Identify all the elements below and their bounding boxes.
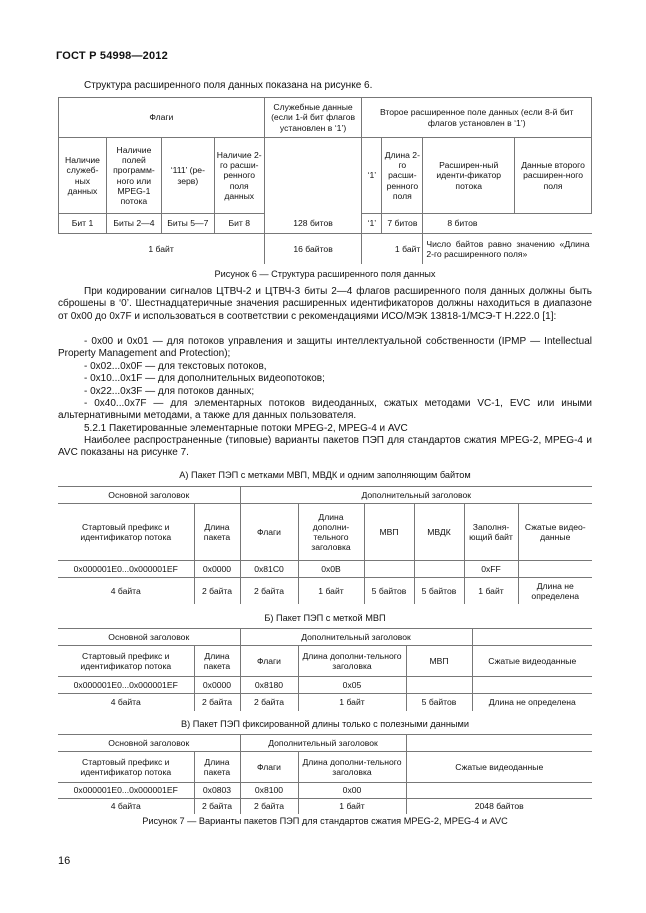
column-header: Длина пакета (194, 752, 240, 783)
size-cell: 4 байта (58, 578, 194, 604)
size-cell: Длина не определена (488, 697, 576, 708)
value-cell: 0x8180 (240, 677, 298, 694)
column-header: Длина пакета (194, 646, 240, 677)
value-cell (406, 677, 472, 694)
value-cell: 0x0803 (194, 783, 240, 799)
empty-cell (406, 735, 592, 752)
second-field-header: Второе расширенное поле данных (если 8-й бит флагов установлен в ‘1’) (362, 98, 592, 138)
bit-cell: ‘1’ (362, 214, 382, 234)
flag-second-field: Наличие 2-го расши-ренного поля данных (214, 138, 264, 214)
list-item: - 0x22...0x3F — для потоков данных; (84, 386, 255, 397)
value-cell: 0x00 (298, 783, 406, 799)
column-header: Длина дополни-тельного заголовка (298, 504, 364, 561)
bit-cell: 128 битов (264, 214, 362, 234)
value-cell: 0x0000 (194, 677, 240, 694)
page-number: 16 (58, 855, 71, 867)
figure-c-title: В) Пакет ПЭП фиксированной длины только с полезными данными (181, 719, 469, 729)
list-item: - 0x10...0x1F — для дополнительных видеопотоков; (84, 373, 325, 384)
value-cell: 0xFF (464, 561, 518, 578)
figure-6-caption: Рисунок 6 — Структура расширенного поля данных (214, 269, 436, 279)
column-header: Сжатые видеоданные (472, 646, 592, 677)
value-cell: 0x05 (298, 677, 406, 694)
figure-a-table (58, 486, 592, 604)
service-data-header: Служебные данные (если 1-й бит флагов установлен в ‘1’) (264, 98, 362, 138)
bit-cell: Бит 1 (59, 214, 107, 234)
size-cell: 2048 байтов (474, 801, 524, 812)
main-header-label: Основной заголовок (58, 735, 240, 752)
column-header: Стартовый префикс и идентификатор потока (58, 504, 194, 561)
paragraph-1: При кодировании сигналов ЦТВЧ-2 и ЦТВЧ-3 биты 2—4 флагов расширенного поля данных должны быть сброшены в ‘0’. Шестнадцатеричные значения расширенных идентификаторов должны находиться в диапазоне от 0x00 до 0x7F и использоваться в соответствии с рекомендациями ИСО/МЭК 13818-1/МСЭ-Т H.222.0 [1]: (58, 286, 592, 322)
flag-program-fields: Наличие полей программ-ного или MPEG-1 потока (106, 138, 161, 214)
size-cell: 1 байт (464, 578, 518, 604)
bit-cell: Бит 8 (214, 214, 264, 234)
bit-cell: 7 битов (382, 214, 423, 234)
section-heading: 5.2.1 Пакетированные элементарные потоки MPEG-2, MPEG-4 и AVC (84, 423, 408, 434)
size-cell: 1 байт (298, 799, 406, 814)
value-cell: 0x0B (298, 561, 364, 578)
column-header: Флаги (240, 646, 298, 677)
size-cell: 2 байта (194, 578, 240, 604)
extra-header-label: Дополнительный заголовок (240, 735, 406, 752)
size-cell: 5 байтов (406, 694, 472, 711)
column-header: Длина дополни-тельного заголовка (298, 646, 406, 677)
size-cell: 2 байта (240, 578, 298, 604)
value-cell (414, 561, 464, 578)
column-header: Длина пакета (194, 504, 240, 561)
size-cell: 2 байта (194, 799, 240, 814)
list-item: - 0x00 и 0x01 — для потоков управления и защиты интеллектуальной собственности (IPMP — Intellectual Property Management and Protection); (58, 336, 592, 360)
second-field-data: Данные второго расширен-ного поля (515, 138, 592, 214)
document-header: ГОСТ Р 54998—2012 (56, 50, 168, 62)
value-cell: 0x81C0 (240, 561, 298, 578)
flag-service-presence: Наличие служеб-ных данных (59, 138, 107, 214)
main-header-label: Основной заголовок (58, 629, 240, 646)
list-item: - 0x40...0x7F — для элементарных потоков видеоданных, сжатых методами VC-1, EVC или иными альтернативными методами, а также для данных пользователя. (58, 398, 592, 422)
size-cell: 5 байтов (414, 578, 464, 604)
value-cell (472, 677, 592, 694)
bit-cell: 8 битов (423, 214, 592, 234)
size-cell: 1 байт (362, 234, 423, 264)
column-header: Флаги (240, 752, 298, 783)
value-cell: 0x000001E0...0x000001EF (58, 561, 194, 578)
empty-cell (472, 629, 592, 646)
flag-reserved: ‘111’ (ре-зерв) (161, 138, 214, 214)
intro-paragraph: Структура расширенного поля данных показана на рисунке 6. (84, 80, 373, 91)
extra-header-label: Дополнительный заголовок (240, 629, 472, 646)
second-field-length: Длина 2-го расши-ренного поля (382, 138, 423, 214)
column-header: Флаги (240, 504, 298, 561)
size-cell: Длина не определена (531, 580, 580, 601)
flags-header: Флаги (59, 98, 265, 138)
value-cell: 0x8100 (240, 783, 298, 799)
value-cell (364, 561, 414, 578)
figure-b-table (58, 628, 592, 711)
figure-c-table (58, 734, 592, 814)
column-header: МВП (364, 504, 414, 561)
service-data-empty (264, 138, 362, 214)
bit-cell: Биты 5—7 (161, 214, 214, 234)
column-header: МВП (406, 646, 472, 677)
size-cell: 2 байта (194, 694, 240, 711)
value-cell: 0x0000 (194, 561, 240, 578)
size-cell: 1 байт (148, 243, 174, 254)
marker-one: ‘1’ (362, 138, 382, 214)
column-header: Сжатые видео-данные (518, 504, 592, 561)
value-cell (406, 783, 592, 799)
column-header: Стартовый префикс и идентификатор потока (58, 646, 194, 677)
size-cell: 2 байта (240, 799, 298, 814)
value-cell (518, 561, 592, 578)
size-cell: Число байтов равно значению «Длина 2-го расширенного поля» (426, 238, 590, 259)
column-header: Сжатые видеоданные (406, 752, 592, 783)
size-cell: 4 байта (58, 694, 194, 711)
figure-a-title: А) Пакет ПЭП с метками МВП, МВДК и одним заполняющим байтом (179, 470, 471, 480)
figure-7-caption: Рисунок 7 — Варианты пакетов ПЭП для стандартов сжатия MPEG-2, MPEG-4 и AVC (142, 816, 508, 826)
size-cell: 5 байтов (364, 578, 414, 604)
value-cell: 0x000001E0...0x000001EF (58, 677, 194, 694)
column-header: Длина дополни-тельного заголовка (298, 752, 406, 783)
size-cell: 16 байтов (264, 234, 362, 264)
figure-b-title: Б) Пакет ПЭП с меткой МВП (264, 613, 386, 623)
column-header: МВДК (414, 504, 464, 561)
size-cell: 1 байт (298, 694, 406, 711)
bit-cell: Биты 2—4 (106, 214, 161, 234)
column-header: Заполня-ющий байт (464, 504, 518, 561)
main-header-label: Основной заголовок (58, 487, 240, 504)
list-item: - 0x02...0x0F — для текстовых потоков, (84, 361, 267, 372)
extended-stream-id: Расширен-ный иденти-фикатор потока (423, 138, 515, 214)
size-cell: 1 байт (298, 578, 364, 604)
column-header: Стартовый префикс и идентификатор потока (58, 752, 194, 783)
size-cell: 4 байта (58, 799, 194, 814)
figure-6-table (58, 97, 592, 264)
extra-header-label: Дополнительный заголовок (240, 487, 592, 504)
size-cell: 2 байта (240, 694, 298, 711)
value-cell: 0x000001E0...0x000001EF (58, 783, 194, 799)
paragraph-2: Наиболее распространенные (типовые) варианты пакетов ПЭП для стандартов сжатия MPEG-2, MPEG-4 и AVC показаны на рисунке 7. (58, 435, 592, 459)
